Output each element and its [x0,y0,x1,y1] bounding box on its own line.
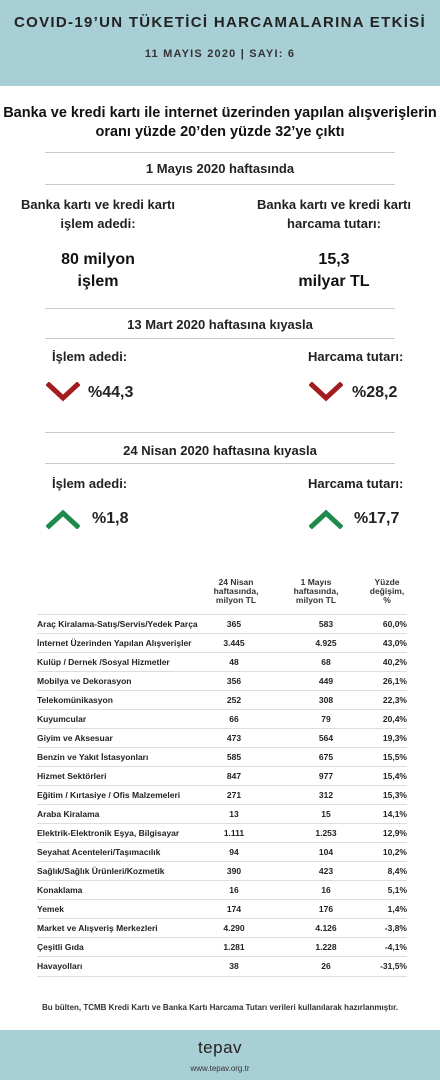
row-change: -3,8% [384,923,407,933]
row-may: 4.126 [315,923,337,933]
section-title-april: 24 Nisan 2020 haftasına kıyasla [123,443,317,458]
chevron-up-icon [309,509,343,529]
table-header-may [281,578,351,605]
header-line: % [383,595,391,605]
row-may: 583 [318,619,334,629]
row-may: 1.253 [315,828,337,838]
week-count-value-1: 80 milyon [61,251,135,268]
table-row [37,861,407,881]
row-april: 38 [229,961,239,971]
row-may: 68 [321,657,331,667]
row-change: 8,4% [387,866,407,876]
row-change: 19,3% [382,733,407,743]
row-may: 308 [318,695,334,705]
header-line: 24 Nisan [218,577,254,587]
row-name: Seyahat Acenteleri/Taşımacılık [37,847,161,857]
row-may: 449 [318,676,334,686]
headline-line-2: oranı yüzde 20’den yüzde 32’ye çıktı [95,124,345,140]
tepav-logo: tepav [197,1038,243,1057]
row-may: 4.925 [315,638,337,648]
week-amount-label-1: Banka kartı ve kredi kartı [257,197,411,212]
week-count-value-2: işlem [77,273,119,290]
row-name: Kulüp / Dernek /Sosyal Hizmetler [37,657,170,667]
header-line: milyon TL [295,595,337,605]
row-change: 15,5% [382,752,407,762]
section-title-week: 1 Mayıs 2020 haftasında [145,161,295,176]
row-name: Sağlık/Sağlık Ürünleri/Kozmetik [37,866,165,876]
row-april: 356 [226,676,242,686]
table-row [37,804,407,824]
chevron-down-icon [309,382,343,402]
divider [45,463,395,464]
row-change: 15,4% [382,771,407,781]
week-count-label-2: işlem adedi: [60,216,136,231]
table-row [37,956,407,977]
table-row [37,937,407,957]
row-may: 79 [321,714,331,724]
website-link[interactable]: www.tepav.org.tr [190,1064,250,1073]
row-change: 20,4% [382,714,407,724]
header-line: Yüzde [374,577,400,587]
table-row [37,899,407,919]
row-name: Elektrik-Elektronik Eşya, Bilgisayar [37,828,180,838]
row-name: Telekomünikasyon [37,695,113,705]
row-change: -4,1% [384,942,407,952]
chevron-down-icon [46,382,80,402]
divider [45,308,395,309]
row-april: 365 [226,619,242,629]
week-count-label-1: Banka kartı ve kredi kartı [21,197,175,212]
table-row [37,671,407,691]
row-change: 15,3% [382,790,407,800]
header-line: milyon TL [215,595,257,605]
header-line: haftasında, [213,586,259,596]
row-may: 176 [318,904,334,914]
footer-banner [0,1030,440,1080]
row-may: 564 [318,733,334,743]
row-may: 26 [321,961,331,971]
week-amount-label-2: harcama tutarı: [287,216,381,231]
header-line: 1 Mayıs [300,577,332,587]
row-change: 14,1% [382,809,407,819]
row-april: 1.111 [223,828,245,838]
week-amount-block [236,195,432,293]
row-change: 5,1% [387,885,407,895]
table-row [37,918,407,938]
row-name: Çeşitli Gıda [37,942,84,952]
header-line: haftasında, [293,586,339,596]
row-may: 1.228 [315,942,337,952]
row-name: Araba Kiralama [37,809,100,819]
row-may: 675 [318,752,334,762]
row-change: -31,5% [380,961,407,971]
row-change: 43,0% [382,638,407,648]
april-count-value: %1,8 [92,510,129,527]
table-row [37,747,407,767]
row-change: 10,2% [382,847,407,857]
headline [0,104,440,142]
table-row [37,823,407,843]
row-name: İnternet Üzerinden Yapılan Alışverişler [37,638,192,648]
divider [45,432,395,433]
table-row [37,785,407,805]
march-amount-label: Harcama tutarı: [308,349,404,364]
row-may: 977 [318,771,334,781]
table-header-april [201,578,271,605]
headline-line-1: Banka ve kredi kartı ile internet üzerinden yapılan alışverişlerin [3,105,437,121]
row-april: 252 [226,695,242,705]
table-row [37,614,407,634]
row-may: 104 [318,847,334,857]
row-april: 1.281 [223,942,245,952]
header-line: değişim, [369,586,405,596]
row-change: 1,4% [387,904,407,914]
row-april: 585 [226,752,242,762]
row-name: Havayolları [37,961,83,971]
row-april: 16 [229,885,239,895]
row-april: 271 [226,790,242,800]
row-may: 312 [318,790,334,800]
row-april: 66 [229,714,239,724]
row-april: 48 [229,657,239,667]
week-amount-value-1: 15,3 [318,251,350,268]
april-amount-label: Harcama tutarı: [308,476,404,491]
row-name: Kuyumcular [37,714,87,724]
header-banner [0,0,440,86]
row-name: Hizmet Sektörleri [37,771,107,781]
row-may: 16 [321,885,331,895]
divider [45,184,395,185]
row-name: Market ve Alışveriş Merkezleri [37,923,158,933]
row-april: 473 [226,733,242,743]
row-april: 94 [229,847,239,857]
week-count-block [0,195,196,293]
row-change: 40,2% [382,657,407,667]
source-note: Bu bülten, TCMB Kredi Kartı ve Banka Kartı Harcama Tutarı verileri kullanılarak hazırlanmıştır. [42,1003,398,1012]
row-change: 22,3% [382,695,407,705]
table-row [37,842,407,862]
row-april: 847 [226,771,242,781]
table-row [37,633,407,653]
row-name: Konaklama [37,885,83,895]
row-april: 3.445 [223,638,245,648]
divider [45,338,395,339]
divider [45,152,395,153]
table-header-change [362,578,412,605]
table-row [37,690,407,710]
row-may: 15 [321,809,331,819]
row-name: Yemek [37,904,64,914]
table-row [37,766,407,786]
chevron-up-icon [46,509,80,529]
row-may: 423 [318,866,334,876]
page-title: COVID-19’UN TÜKETİCİ HARCAMALARINA ETKİSİ [14,14,426,31]
row-april: 13 [229,809,239,819]
march-count-value: %44,3 [88,384,134,401]
row-name: Benzin ve Yakıt İstasyonları [37,752,149,762]
week-amount-value-2: milyar TL [298,273,370,290]
april-amount-value: %17,7 [354,510,400,527]
march-amount-value: %28,2 [352,384,398,401]
row-change: 26,1% [382,676,407,686]
table-row [37,728,407,748]
table-row [37,880,407,900]
row-april: 4.290 [223,923,245,933]
row-april: 390 [226,866,242,876]
row-name: Mobilya ve Dekorasyon [37,676,132,686]
row-name: Giyim ve Aksesuar [37,733,113,743]
row-change: 60,0% [382,619,407,629]
march-count-label: İşlem adedi: [52,349,128,364]
april-count-label: İşlem adedi: [52,476,128,491]
row-name: Araç Kiralama-Satış/Servis/Yedek Parça [37,619,198,629]
row-change: 12,9% [382,828,407,838]
section-title-march: 13 Mart 2020 haftasına kıyasla [127,317,313,332]
row-april: 174 [226,904,242,914]
row-name: Eğitim / Kırtasiye / Ofis Malzemeleri [37,790,181,800]
issue-subtitle: 11 MAYIS 2020 | SAYI: 6 [144,48,296,60]
table-row [37,709,407,729]
table-row [37,652,407,672]
